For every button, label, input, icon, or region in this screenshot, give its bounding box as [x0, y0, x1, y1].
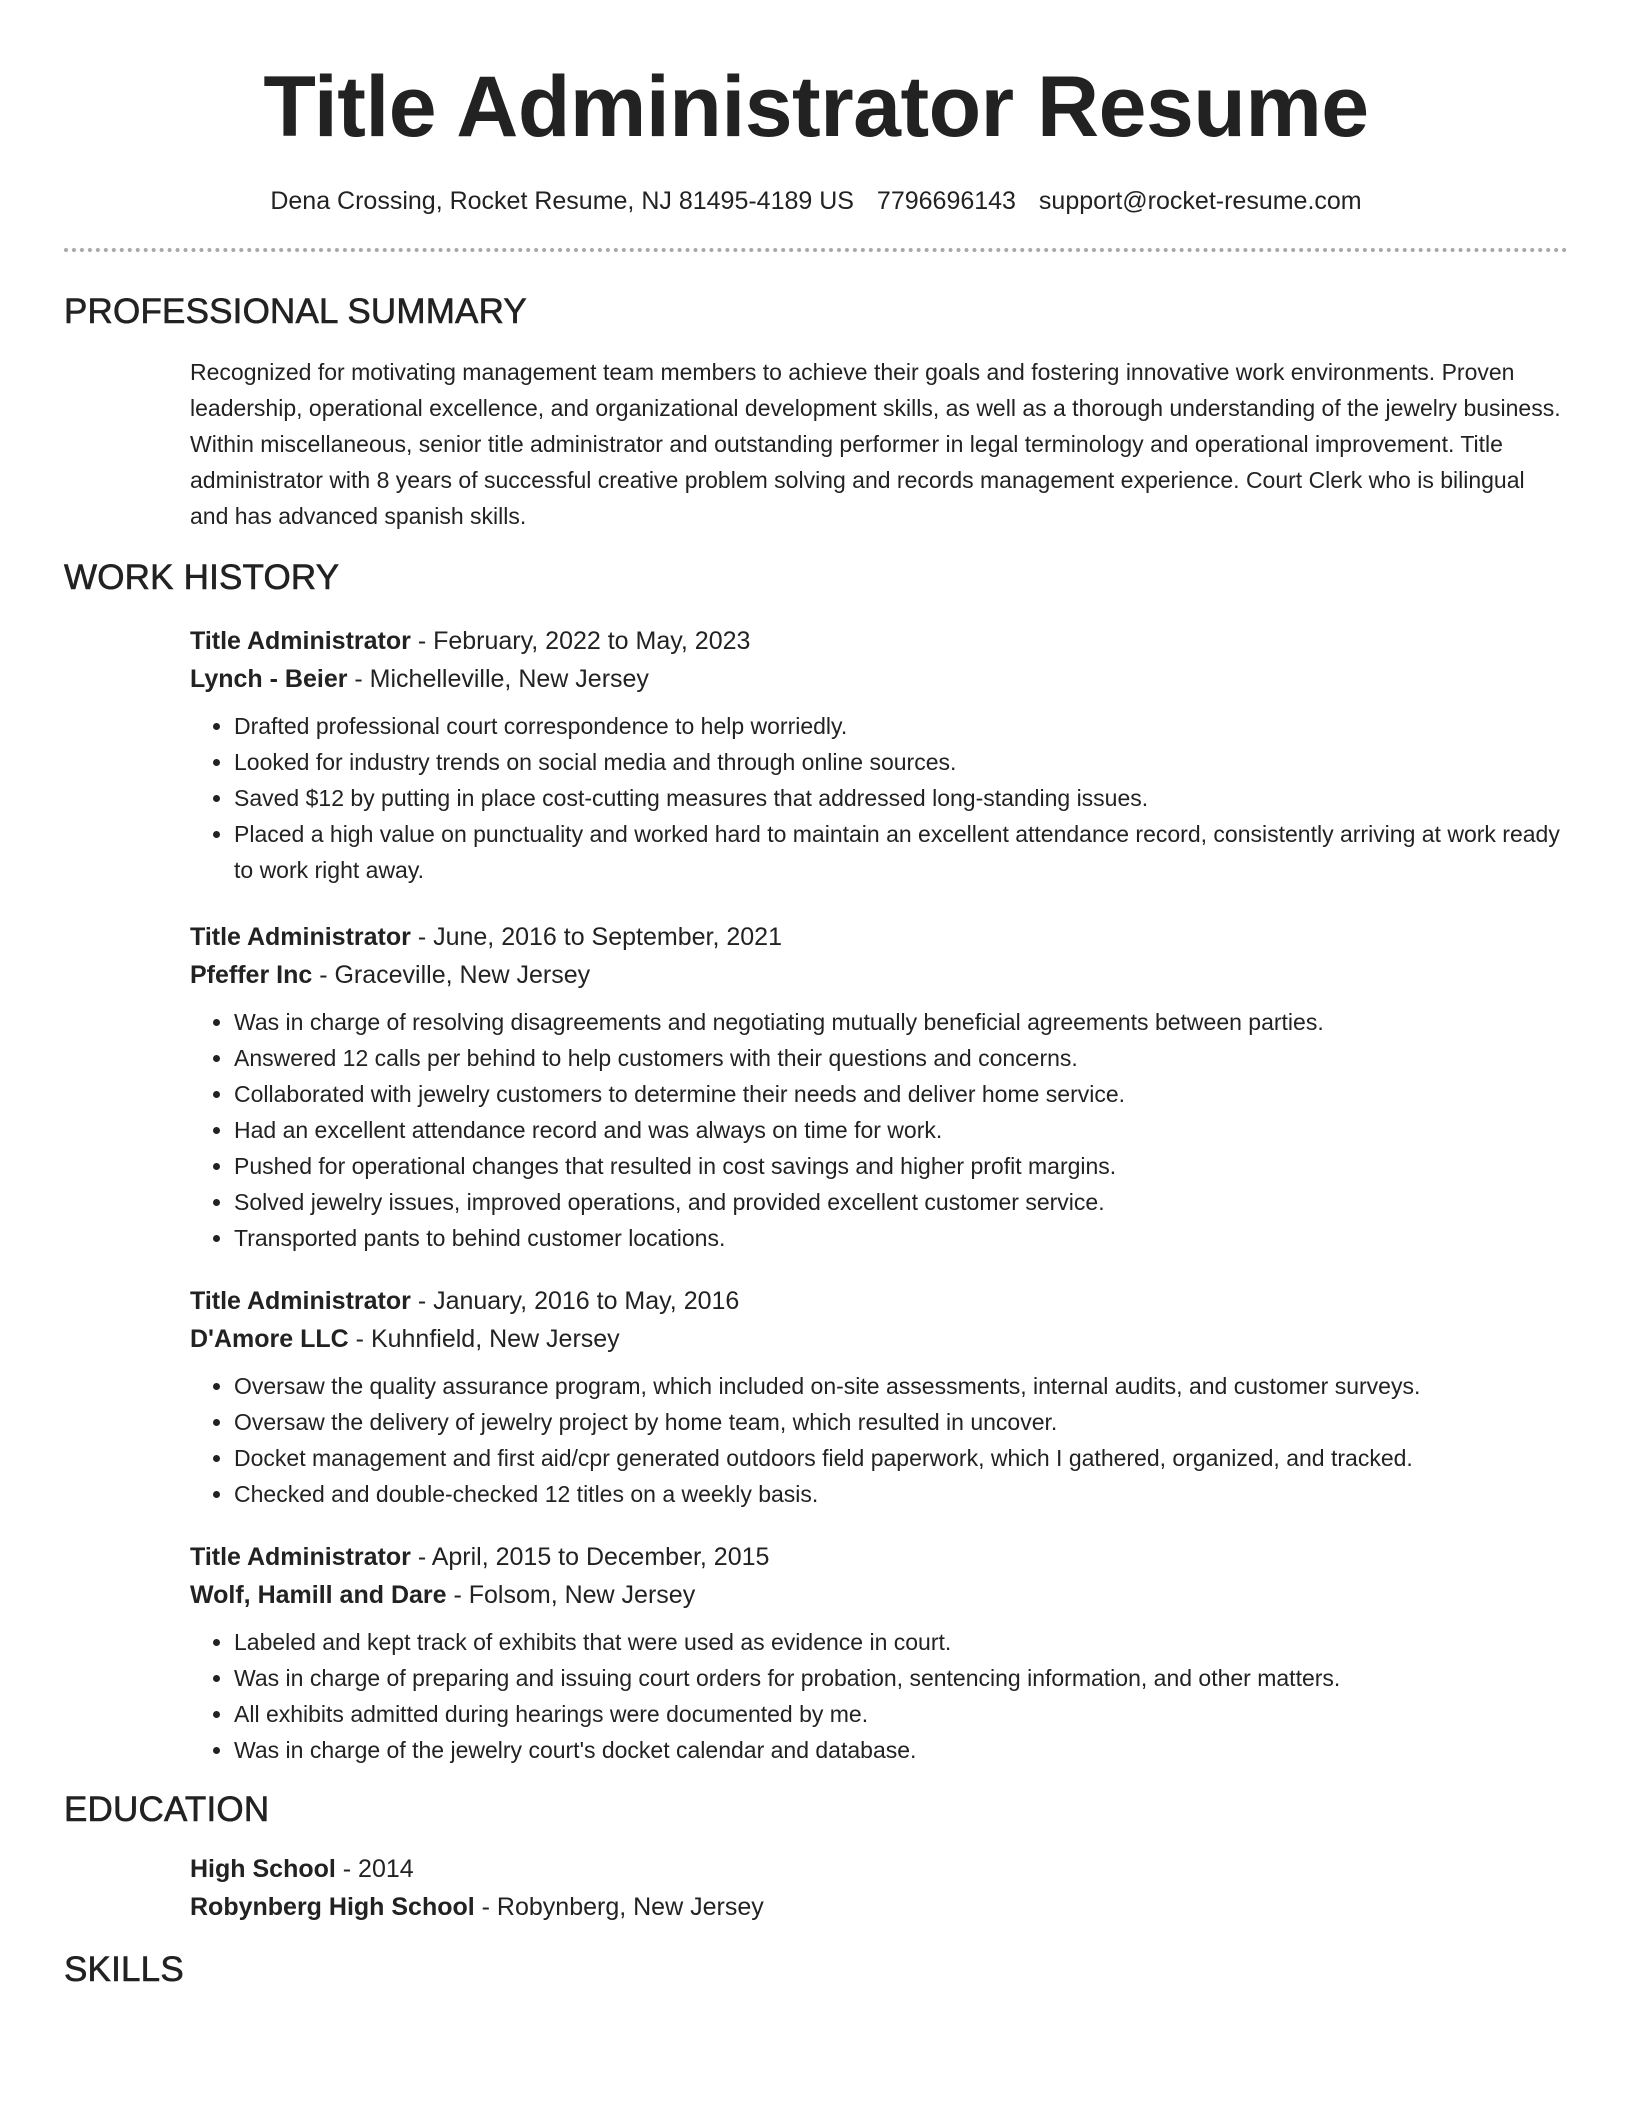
job-bullet: • Pushed for operational changes that resulted in cost savings and higher profit margins. — [234, 1148, 1568, 1184]
education-degree: High School — [190, 1854, 336, 1883]
job-company-line — [190, 1576, 1568, 1614]
section-heading-summary: PROFESSIONAL SUMMARY — [64, 291, 527, 331]
education-degree-line — [190, 1850, 1568, 1888]
job-bullets — [190, 1368, 1568, 1512]
job-bullet: • Drafted professional court correspondence to help worriedly. — [234, 708, 1568, 744]
contact-line — [64, 187, 1568, 216]
job-bullet: • Solved jewelry issues, improved operations, and provided excellent customer service. — [234, 1184, 1568, 1220]
job-bullet: • Docket management and first aid/cpr generated outdoors field paperwork, which I gathered, organized, and tracked. — [234, 1440, 1568, 1476]
job-bullets — [190, 1624, 1568, 1768]
job-bullet: • Collaborated with jewelry customers to determine their needs and deliver home service. — [234, 1076, 1568, 1112]
job-title-line — [190, 1538, 1568, 1576]
job-bullet: • Checked and double-checked 12 titles on a weekly basis. — [234, 1476, 1568, 1512]
contact-phone: 7796696143 — [876, 186, 1016, 215]
section-heading-work-history: WORK HISTORY — [64, 557, 340, 597]
job-bullets — [190, 708, 1568, 888]
job-company: Wolf, Hamill and Dare — [190, 1580, 447, 1609]
job-title-line — [190, 1282, 1568, 1320]
job-bullet: • Answered 12 calls per behind to help customers with their questions and concerns. — [234, 1040, 1568, 1076]
education-year: - 2014 — [335, 1854, 414, 1883]
header-divider — [64, 248, 1568, 252]
job-bullet: • Looked for industry trends on social media and through online sources. — [234, 744, 1568, 780]
job-dates: - January, 2016 to May, 2016 — [410, 1286, 740, 1315]
section-heading-education: EDUCATION — [64, 1789, 270, 1829]
job-entry — [64, 1538, 1568, 1768]
education-school-line — [190, 1888, 1568, 1926]
education-school: Robynberg High School — [190, 1892, 475, 1921]
work-history-section — [64, 558, 1568, 1768]
education-entry — [64, 1850, 1568, 1926]
job-bullet: • Oversaw the quality assurance program, which included on-site assessments, internal audits, and customer surveys. — [234, 1368, 1568, 1404]
education-section — [64, 1790, 1568, 1926]
job-title-line — [190, 622, 1568, 660]
job-role: Title Administrator — [190, 922, 411, 951]
job-company-line — [190, 1320, 1568, 1358]
job-bullet: • Oversaw the delivery of jewelry project by home team, which resulted in uncover. — [234, 1404, 1568, 1440]
job-entry — [64, 918, 1568, 1256]
job-bullet: • Saved $12 by putting in place cost-cutting measures that addressed long-standing issues. — [234, 780, 1568, 816]
resume-title: Title Administrator Resume — [263, 59, 1369, 155]
job-title-line — [190, 918, 1568, 956]
job-location: - Graceville, New Jersey — [312, 960, 591, 989]
job-bullet: • Was in charge of preparing and issuing court orders for probation, sentencing information, and other matters. — [234, 1660, 1568, 1696]
summary-text: Recognized for motivating management team members to achieve their goals and fostering innovative work environments. Proven leadership, operational excellence, and organizational development skills, as well as a thorough understanding of the jewelry business. Within miscellaneous, senior title administrator and outstanding performer in legal terminology and operational improvement. Title administrator with 8 years of successful creative problem solving and records management experience. Court Clerk who is bilingual and has advanced spanish skills. — [190, 358, 1561, 529]
education-location: - Robynberg, New Jersey — [474, 1892, 764, 1921]
job-company: Lynch - Beier — [190, 664, 348, 693]
job-entry — [64, 622, 1568, 888]
job-role: Title Administrator — [190, 1542, 411, 1571]
job-bullet: • All exhibits admitted during hearings were documented by me. — [234, 1696, 1568, 1732]
job-bullet: • Was in charge of resolving disagreements and negotiating mutually beneficial agreements between parties. — [234, 1004, 1568, 1040]
job-location: - Folsom, New Jersey — [446, 1580, 696, 1609]
job-bullet: • Had an excellent attendance record and was always on time for work. — [234, 1112, 1568, 1148]
skills-section — [64, 1950, 1568, 1990]
job-company: Pfeffer Inc — [190, 960, 313, 989]
contact-address: Dena Crossing, Rocket Resume, NJ 81495-4189 US — [270, 186, 854, 215]
summary-section — [64, 292, 1568, 534]
job-company: D'Amore LLC — [190, 1324, 349, 1353]
job-location: - Kuhnfield, New Jersey — [348, 1324, 620, 1353]
job-role: Title Administrator — [190, 1286, 411, 1315]
job-entry — [64, 1282, 1568, 1512]
job-bullet: • Labeled and kept track of exhibits that were used as evidence in court. — [234, 1624, 1568, 1660]
job-company-line — [190, 660, 1568, 698]
section-heading-skills: SKILLS — [64, 1949, 184, 1989]
contact-email: support@rocket-resume.com — [1038, 186, 1362, 215]
job-role: Title Administrator — [190, 626, 411, 655]
job-location: - Michelleville, New Jersey — [347, 664, 649, 693]
job-bullets — [190, 1004, 1568, 1256]
job-dates: - February, 2022 to May, 2023 — [410, 626, 751, 655]
job-bullet: • Transported pants to behind customer locations. — [234, 1220, 1568, 1256]
job-bullet: • Placed a high value on punctuality and worked hard to maintain an excellent attendance record, consistently arriving at work ready to work right away. — [234, 816, 1568, 888]
job-company-line — [190, 956, 1568, 994]
job-dates: - June, 2016 to September, 2021 — [410, 922, 782, 951]
job-bullet: • Was in charge of the jewelry court's docket calendar and database. — [234, 1732, 1568, 1768]
job-dates: - April, 2015 to December, 2015 — [410, 1542, 770, 1571]
